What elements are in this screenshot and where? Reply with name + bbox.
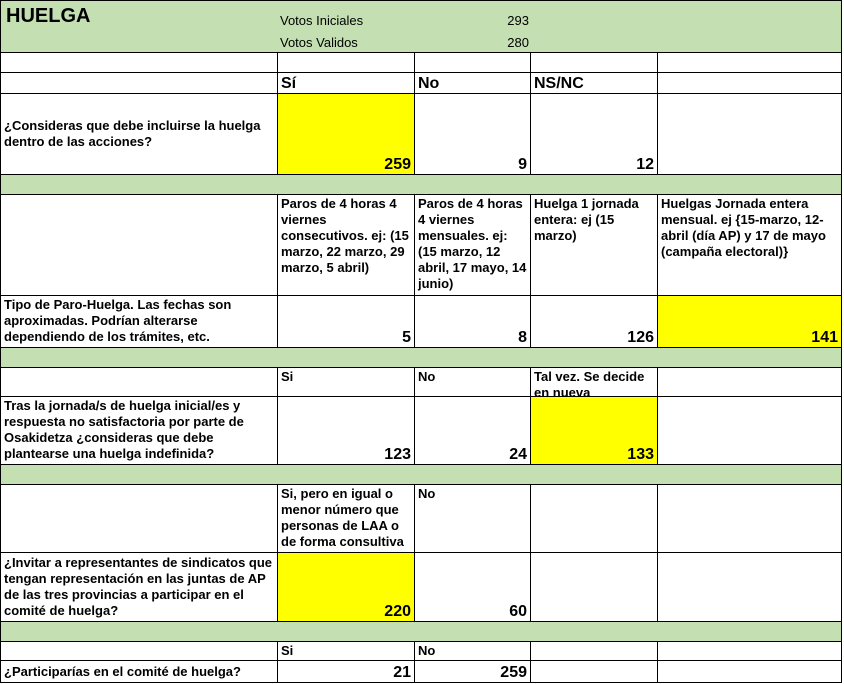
blank-cell[interactable]: [530, 52, 658, 73]
question-cell[interactable]: [0, 93, 278, 175]
blank-cell[interactable]: [0, 484, 278, 553]
sheet-title: HUELGA: [6, 5, 91, 27]
value-cell[interactable]: 8: [414, 295, 531, 348]
option-cell[interactable]: Paros de 4 horas 4 viernes mensuales. ej: (15 marzo, 12 abril, 17 mayo, 14 junio): [414, 194, 531, 296]
blank-cell[interactable]: [414, 52, 531, 73]
blank-cell[interactable]: [0, 52, 278, 73]
value-cell-highlight[interactable]: 259: [277, 93, 415, 175]
option-cell[interactable]: Paros de 4 horas 4 viernes consecutivos. ej: (15 marzo, 22 marzo, 29 marzo, 5 abril): [277, 194, 415, 296]
blank-cell[interactable]: [277, 52, 415, 73]
blank-cell[interactable]: [657, 52, 842, 73]
votos-iniciales-label: Votos Iniciales: [280, 13, 364, 28]
question-text: Tipo de Paro-Huelga. Las fechas son aproximadas. Podrían alterarse dependiendo de los trámites, etc.: [4, 297, 232, 344]
blank-cell[interactable]: [0, 367, 278, 397]
col-header-si[interactable]: Sí: [277, 72, 415, 94]
value-cell[interactable]: 24: [414, 396, 531, 465]
value-cell[interactable]: 12: [530, 93, 658, 175]
question-text: Tras la jornada/s de huelga inicial/es y respuesta no satisfactoria por parte de Osakidetza ¿consideras que debe plantearse una huelga indefinida?: [4, 398, 244, 461]
blank-cell[interactable]: [530, 484, 658, 553]
header-banner: [0, 0, 842, 53]
blank-cell[interactable]: [657, 72, 842, 94]
option-cell[interactable]: No: [414, 367, 531, 397]
question-cell[interactable]: [0, 396, 278, 465]
value-cell-highlight[interactable]: 220: [277, 552, 415, 622]
blank-cell[interactable]: [530, 552, 658, 622]
col-header-no[interactable]: No: [414, 72, 531, 94]
blank-cell[interactable]: [0, 72, 278, 94]
votos-validos-value: 280: [507, 35, 529, 50]
blank-cell[interactable]: [657, 396, 842, 465]
blank-cell[interactable]: [657, 93, 842, 175]
blank-cell[interactable]: [657, 367, 842, 397]
col-header-nsnc[interactable]: NS/NC: [530, 72, 658, 94]
separator-row: [0, 174, 842, 195]
option-cell[interactable]: Huelgas Jornada entera mensual. ej {15-marzo, 12-abril (día AP) y 17 de mayo (campaña electoral)}: [657, 194, 842, 296]
blank-cell[interactable]: [657, 641, 842, 661]
option-cell[interactable]: Tal vez. Se decide en nueva: [530, 367, 658, 397]
question-text: ¿Consideras que debe incluirse la huelga dentro de las acciones?: [4, 118, 261, 149]
question-cell[interactable]: [0, 660, 278, 683]
question-cell[interactable]: [0, 295, 278, 348]
question-cell[interactable]: [0, 552, 278, 622]
blank-cell[interactable]: [657, 552, 842, 622]
value-cell[interactable]: 21: [277, 660, 415, 683]
question-text: ¿Invitar a representantes de sindicatos que tengan representación en las juntas de AP de las tres provincias a participar en el comité de huelga?: [4, 555, 273, 618]
blank-cell[interactable]: [530, 660, 658, 683]
option-cell[interactable]: No: [414, 641, 531, 661]
value-cell[interactable]: 60: [414, 552, 531, 622]
value-cell[interactable]: 123: [277, 396, 415, 465]
blank-cell[interactable]: [530, 641, 658, 661]
value-cell[interactable]: 126: [530, 295, 658, 348]
votos-iniciales-value: 293: [507, 13, 529, 28]
value-cell-highlight[interactable]: 133: [530, 396, 658, 465]
votos-validos-label: Votos Validos: [280, 35, 358, 50]
value-cell[interactable]: 5: [277, 295, 415, 348]
option-cell[interactable]: No: [414, 484, 531, 553]
option-cell[interactable]: Si: [277, 641, 415, 661]
question-text: ¿Participarías en el comité de huelga?: [4, 664, 241, 679]
value-cell-highlight[interactable]: 141: [657, 295, 842, 348]
value-cell[interactable]: 259: [414, 660, 531, 683]
option-cell[interactable]: Huelga 1 jornada entera: ej (15 marzo): [530, 194, 658, 296]
value-cell[interactable]: 9: [414, 93, 531, 175]
blank-cell[interactable]: [657, 484, 842, 553]
separator-row: [0, 347, 842, 368]
blank-cell[interactable]: [0, 641, 278, 661]
option-cell[interactable]: Si: [277, 367, 415, 397]
separator-row: [0, 621, 842, 642]
separator-row: [0, 464, 842, 485]
blank-cell[interactable]: [657, 660, 842, 683]
option-cell[interactable]: Si, pero en igual o menor número que personas de LAA o de forma consultiva: [277, 484, 415, 553]
blank-cell[interactable]: [0, 194, 278, 296]
